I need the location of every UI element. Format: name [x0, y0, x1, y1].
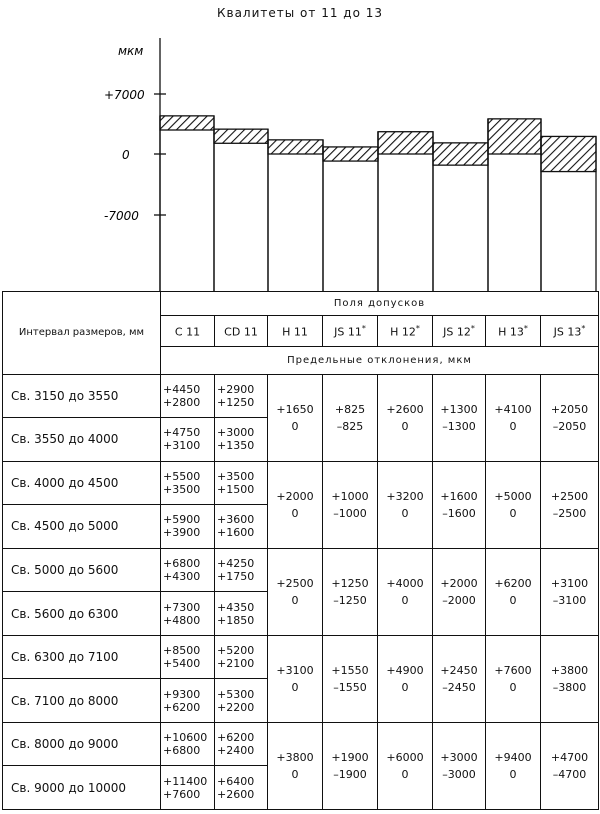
deviation-cell: [486, 548, 541, 635]
column-label: JS 12: [443, 325, 471, 339]
upper-deviation: +2000: [440, 576, 478, 590]
deviation-cell: [268, 548, 323, 635]
lower-deviation: –2500: [552, 506, 587, 520]
deviation-cell: [541, 548, 599, 635]
deviation-cell: [215, 461, 268, 505]
lower-deviation: 0: [401, 419, 409, 433]
table-row: [3, 461, 599, 505]
size-interval: Св. 5600 до 6300: [3, 592, 161, 636]
lower-deviation: 0: [509, 419, 517, 433]
lower-deviation: +1350: [217, 439, 255, 453]
deviation-cell: [268, 722, 323, 809]
deviation-cell: [323, 374, 378, 461]
lower-deviation: +7600: [163, 787, 201, 801]
deviation-cell: [215, 679, 268, 723]
upper-deviation: +3100: [550, 576, 589, 590]
lower-deviation: –1550: [333, 680, 367, 694]
deviation-cell: [433, 635, 486, 722]
size-interval: Св. 3150 до 3550: [3, 374, 161, 418]
upper-deviation: +3000: [217, 426, 255, 440]
upper-deviation: +3500: [217, 469, 255, 483]
lower-deviation: +3500: [163, 482, 201, 496]
size-interval: Св. 4000 до 4500: [3, 461, 161, 505]
deviation-cell: [215, 722, 268, 766]
lower-deviation: 0: [291, 419, 299, 433]
lower-deviation: +1250: [217, 395, 255, 409]
deviation-cell: [433, 461, 486, 548]
deviation-cell: [161, 635, 215, 679]
deviation-cell: [433, 722, 486, 809]
deviation-cell: [215, 592, 268, 636]
lower-deviation: 0: [401, 767, 409, 781]
column-footnote-mark: *: [361, 323, 366, 333]
axis-label-zero: 0: [122, 148, 130, 162]
upper-deviation: +5900: [163, 513, 201, 527]
upper-deviation: +6200: [217, 731, 255, 745]
deviation-cell: [215, 635, 268, 679]
deviation-cell: [161, 679, 215, 723]
upper-deviation: +2500: [550, 489, 589, 503]
lower-deviation: 0: [291, 593, 299, 607]
table-row: [3, 374, 599, 418]
deviation-cell: [161, 505, 215, 549]
lower-deviation: –1000: [333, 506, 367, 520]
column-footnote-mark: *: [523, 323, 528, 333]
upper-deviation: +2000: [276, 489, 314, 503]
upper-deviation: +4000: [386, 576, 424, 590]
upper-deviation: +8500: [163, 644, 201, 658]
size-interval: Св. 8000 до 9000: [3, 722, 161, 766]
upper-deviation: +1550: [331, 663, 369, 677]
column-header: [486, 315, 541, 347]
lower-deviation: +5400: [163, 657, 201, 671]
deviation-cell: [323, 635, 378, 722]
upper-deviation: +4250: [217, 557, 255, 570]
column-label: H 11: [282, 325, 308, 339]
tolerance-field-bar: [541, 136, 596, 171]
upper-deviation: +2050: [550, 402, 589, 416]
column-header: [323, 315, 378, 347]
deviation-cell: [161, 418, 215, 462]
lower-deviation: 0: [291, 680, 299, 694]
deviation-cell: [541, 461, 599, 548]
deviation-cell: [323, 548, 378, 635]
deviation-cell: [215, 766, 268, 810]
upper-deviation: +3800: [276, 750, 314, 764]
tolerance-field-bar: [433, 143, 488, 165]
table-row: [3, 635, 599, 679]
axis-label-minus-7000: -7000: [104, 209, 139, 223]
upper-deviation: +6000: [386, 750, 424, 764]
deviation-cell: [215, 505, 268, 549]
deviation-cell: [161, 766, 215, 810]
column-label: JS 11: [334, 325, 362, 339]
lower-deviation: 0: [291, 767, 299, 781]
lower-deviation: –1250: [333, 593, 367, 607]
lower-deviation: –1600: [442, 506, 476, 520]
deviation-cell: [486, 461, 541, 548]
deviation-cell: [378, 374, 433, 461]
size-interval: Св. 4500 до 5000: [3, 505, 161, 549]
upper-deviation: +3600: [217, 513, 255, 527]
column-header: [433, 315, 486, 347]
tolerance-table: [2, 291, 599, 810]
deviation-cell: [541, 635, 599, 722]
lower-deviation: +1750: [217, 570, 255, 583]
column-header: [378, 315, 433, 347]
lower-deviation: 0: [401, 680, 409, 694]
lower-deviation: +6200: [163, 700, 201, 714]
column-header: [268, 315, 323, 347]
size-interval: Св. 7100 до 8000: [3, 679, 161, 723]
lower-deviation: +3100: [163, 439, 201, 453]
column-header: [215, 315, 268, 347]
deviation-cell: [323, 461, 378, 548]
upper-deviation: +2600: [386, 402, 424, 416]
lower-deviation: 0: [401, 506, 409, 520]
deviation-cell: [161, 592, 215, 636]
lower-deviation: –2050: [552, 419, 587, 433]
deviation-cell: [486, 374, 541, 461]
lower-deviation: –2450: [442, 680, 476, 694]
tolerance-field-bar: [214, 129, 268, 143]
lower-deviation: –3800: [552, 680, 587, 694]
column-label: CD 11: [224, 325, 258, 339]
upper-deviation: +4750: [163, 426, 201, 440]
lower-deviation: 0: [509, 680, 517, 694]
lower-deviation: +1850: [217, 613, 255, 627]
upper-deviation: +11400: [163, 774, 208, 788]
upper-deviation: +6400: [217, 774, 255, 788]
page-title: Квалитеты от 11 до 13: [216, 6, 384, 20]
lower-deviation: 0: [509, 767, 517, 781]
deviation-cell: [161, 548, 215, 592]
deviation-cell: [486, 635, 541, 722]
column-header: [541, 315, 599, 347]
upper-deviation: +1650: [276, 402, 314, 416]
deviations-header: Предельные отклонения, мкм: [161, 347, 599, 374]
lower-deviation: +6800: [163, 744, 201, 758]
deviation-cell: [378, 461, 433, 548]
size-interval: Св. 5000 до 5600: [3, 548, 161, 592]
upper-deviation: +1000: [331, 489, 369, 503]
lower-deviation: –4700: [552, 767, 587, 781]
upper-deviation: +1300: [440, 402, 478, 416]
upper-deviation: +6200: [494, 576, 532, 590]
upper-deviation: +4100: [494, 402, 532, 416]
deviation-cell: [323, 722, 378, 809]
size-interval: Св. 6300 до 7100: [3, 635, 161, 679]
deviation-cell: [268, 461, 323, 548]
deviation-cell: [215, 548, 268, 592]
lower-deviation: +2100: [217, 657, 255, 671]
column-label: C 11: [174, 325, 201, 339]
upper-deviation: +1900: [331, 750, 369, 764]
size-interval: Св. 9000 до 10000: [3, 766, 161, 810]
upper-deviation: +6800: [163, 557, 201, 570]
tolerance-field-bar: [160, 116, 214, 130]
lower-deviation: –3100: [552, 593, 587, 607]
upper-deviation: +5300: [217, 687, 255, 701]
column-label: JS 13: [553, 325, 582, 339]
deviation-cell: [161, 374, 215, 418]
upper-deviation: +4900: [386, 663, 424, 677]
upper-deviation: +9300: [163, 687, 201, 701]
lower-deviation: 0: [509, 506, 517, 520]
lower-deviation: 0: [509, 593, 517, 607]
deviation-cell: [541, 722, 599, 809]
lower-deviation: +2600: [217, 787, 255, 801]
deviation-cell: [541, 374, 599, 461]
upper-deviation: +5200: [217, 644, 255, 658]
deviation-cell: [215, 374, 268, 418]
deviation-cell: [215, 418, 268, 462]
column-header: [161, 315, 215, 347]
lower-deviation: +2400: [217, 744, 255, 758]
upper-deviation: +1250: [331, 576, 369, 590]
lower-deviation: –825: [336, 419, 364, 433]
lower-deviation: +4300: [163, 570, 201, 583]
tolerance-field-diagram: [0, 0, 600, 292]
lower-deviation: 0: [291, 506, 299, 520]
axis-label-plus-7000: +7000: [104, 88, 145, 102]
upper-deviation: +5500: [163, 469, 201, 483]
lower-deviation: +1600: [217, 526, 255, 540]
lower-deviation: +3900: [163, 526, 201, 540]
column-footnote-mark: *: [470, 323, 475, 333]
upper-deviation: +7600: [494, 663, 532, 677]
table-row: [3, 722, 599, 766]
fields-header: Поля допусков: [161, 292, 599, 316]
size-interval: Св. 3550 до 4000: [3, 418, 161, 462]
upper-deviation: +9400: [494, 750, 532, 764]
deviation-cell: [161, 461, 215, 505]
upper-deviation: +825: [334, 402, 366, 416]
deviation-cell: [378, 548, 433, 635]
tolerance-field-bar: [323, 147, 378, 161]
upper-deviation: +1600: [440, 489, 478, 503]
column-label: H 13: [498, 325, 524, 339]
deviation-cell: [486, 722, 541, 809]
upper-deviation: +3000: [440, 750, 478, 764]
deviation-cell: [433, 374, 486, 461]
upper-deviation: +2450: [440, 663, 478, 677]
lower-deviation: –1900: [333, 767, 367, 781]
upper-deviation: +4700: [550, 750, 589, 764]
deviation-cell: [378, 635, 433, 722]
tolerance-field-bar: [488, 119, 541, 154]
lower-deviation: 0: [401, 593, 409, 607]
lower-deviation: –3000: [442, 767, 476, 781]
deviation-cell: [268, 635, 323, 722]
upper-deviation: +2900: [217, 382, 255, 396]
lower-deviation: +4800: [163, 613, 201, 627]
lower-deviation: +2200: [217, 700, 255, 714]
upper-deviation: +3800: [550, 663, 589, 677]
upper-deviation: +10600: [163, 731, 208, 745]
interval-header: Интервал размеров, мм: [3, 292, 161, 375]
deviation-cell: [161, 722, 215, 766]
deviation-cell: [378, 722, 433, 809]
lower-deviation: +2800: [163, 395, 201, 409]
column-footnote-mark: *: [581, 323, 586, 333]
lower-deviation: +1500: [217, 482, 255, 496]
upper-deviation: +3100: [276, 663, 314, 677]
upper-deviation: +7300: [163, 600, 201, 614]
upper-deviation: +2500: [276, 576, 314, 590]
tolerance-field-bar: [268, 140, 323, 154]
column-footnote-mark: *: [415, 323, 420, 333]
upper-deviation: +5000: [494, 489, 532, 503]
deviation-cell: [433, 548, 486, 635]
lower-deviation: –2000: [442, 593, 476, 607]
lower-deviation: –1300: [442, 419, 476, 433]
tolerance-field-bar: [378, 132, 433, 154]
table-row: [3, 548, 599, 592]
upper-deviation: +4350: [217, 600, 255, 614]
deviation-cell: [268, 374, 323, 461]
upper-deviation: +3200: [386, 489, 424, 503]
column-label: H 12: [390, 325, 416, 339]
unit-label: мкм: [118, 44, 144, 58]
upper-deviation: +4450: [163, 382, 201, 396]
